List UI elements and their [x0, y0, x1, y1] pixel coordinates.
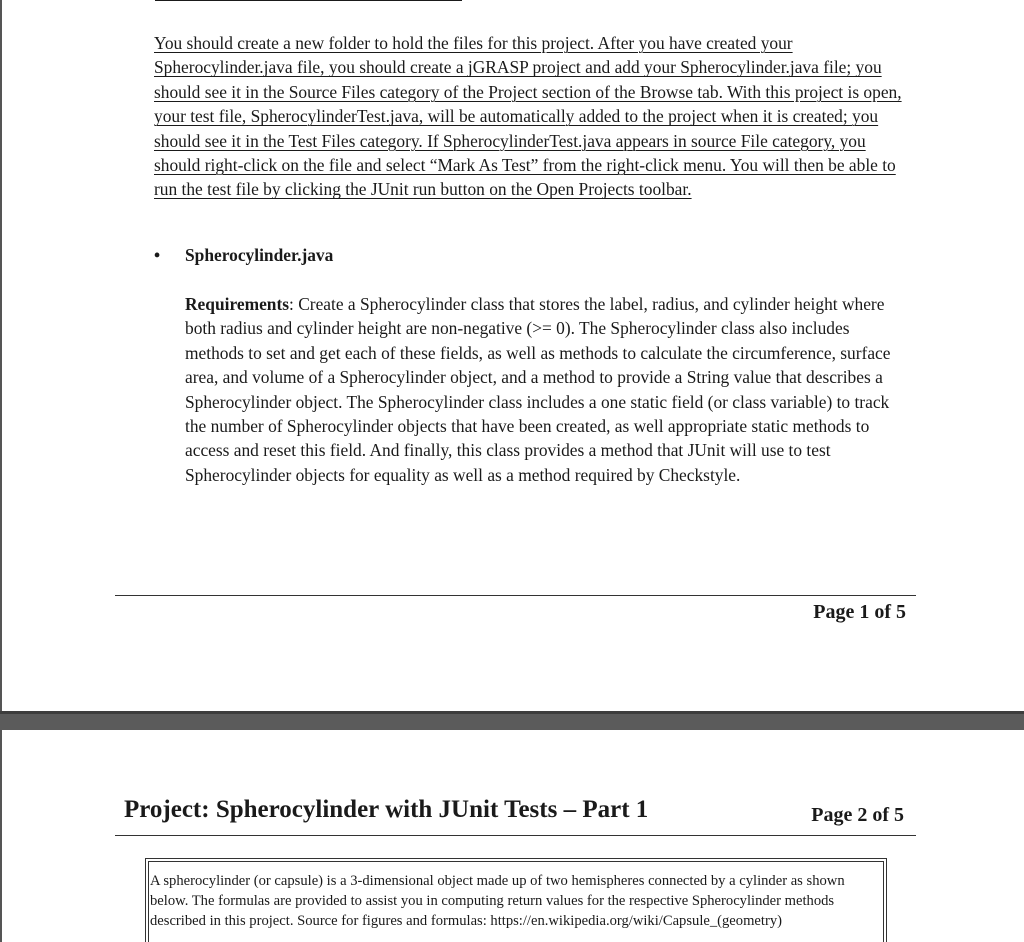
footer-divider	[115, 595, 916, 596]
requirements-label: Requirements	[185, 294, 290, 314]
page-number-footer: Page 1 of 5	[813, 601, 906, 623]
bullet-icon: •	[154, 245, 161, 265]
bullet-label: Spherocylinder.java	[185, 245, 334, 265]
page-number-header: Page 2 of 5	[811, 804, 904, 826]
page-title: Project: Spherocylinder with JUnit Tests – Part 1	[124, 796, 649, 823]
previous-line-underline	[155, 0, 462, 1]
requirements-paragraph	[185, 292, 895, 487]
requirements-text: : Create a Spherocylinder class that stores the label, radius, and cylinder height where both radius and cylinder height are non-negative (>= 0). The Spherocylinder class also includes methods to set and get each of these fields, as well as methods to calculate the circumference, surface area, and volume of a Spherocylinder object, and a method to provide a String value that describes a Spherocylinder object. The Spherocylinder class includes a one static field (or class variable) to track the number of Spherocylinder objects that have been created, as well appropriate static methods to access and reset this field. And finally, this class provides a method that JUnit will use to test Spherocylinder objects for equality as well as a method required by Checkstyle.	[185, 294, 891, 485]
info-box-text: A spherocylinder (or capsule) is a 3-dimensional object made up of two hemispheres connected by a cylinder as shown below. The formulas are provided to assist you in computing return values for the respective Spherocylinder methods described in this project. Source for figures and formulas: https://en.wikipedia.org/wiki/Capsule_(geometry)	[150, 873, 845, 930]
project-setup-paragraph: You should create a new folder to hold the files for this project. After you have created your Spherocylinder.java file, you should create a jGRASP project and add your Spherocylinder.java file; you should see it in the Source Files category of the Project section of the Browse tab. With this project is open, your test file, SpherocylinderTest.java, will be automatically added to the project when it is created; you should see it in the Test Files category. If SpherocylinderTest.java appears in source File category, you should right-click on the file and select “Mark As Test” from the right-click menu. You will then be able to run the test file by clicking the JUnit run button on the Open Projects toolbar.	[154, 33, 902, 200]
document-page-2	[0, 730, 1024, 942]
page-separator-shadow	[0, 711, 1024, 714]
header-divider	[115, 835, 916, 836]
